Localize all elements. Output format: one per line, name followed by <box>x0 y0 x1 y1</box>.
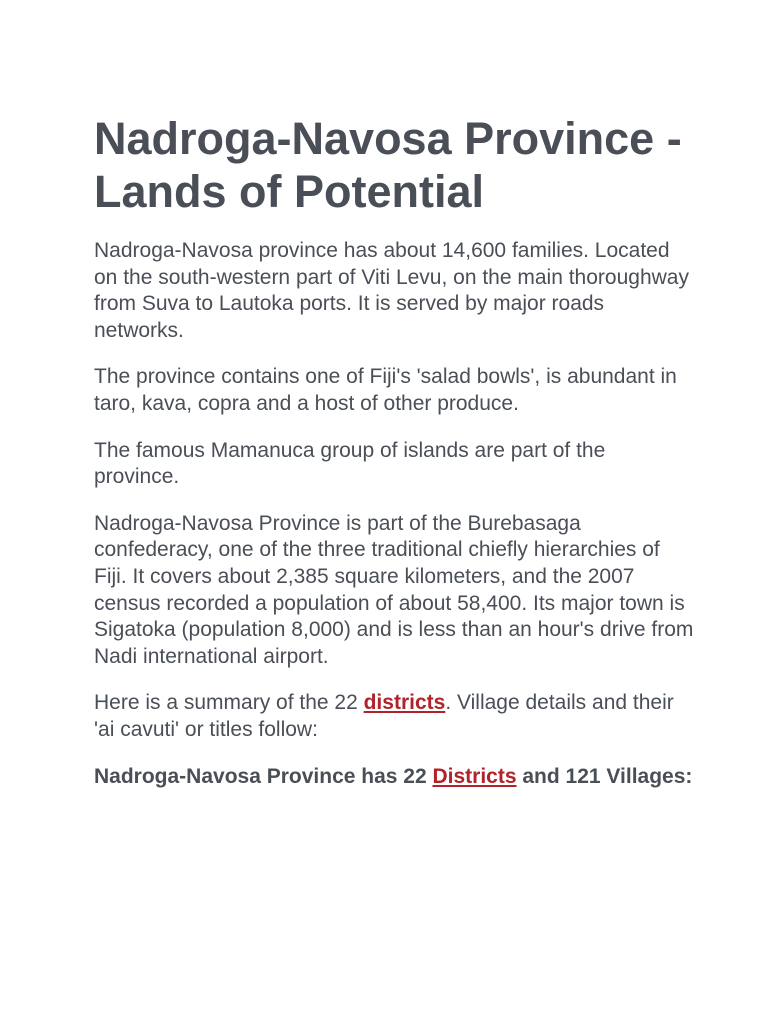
paragraph-families: Nadroga-Navosa province has about 14,600 families. Located on the south-western part of Viti Levu, on the main thoroughway from Suva to Lautoka ports. It is served by major roads networks. <box>94 239 689 342</box>
districts-heading <box>94 764 694 791</box>
paragraph-burebasaga: Nadroga-Navosa Province is part of the Burebasaga confederacy, one of the three traditional chiefly hierarchies of Fiji. It covers about 2,385 square kilometers, and the 2007 census recorded a population of about 58,400. Its major town is Sigatoka (population 8,000) and is less than an hour's drive from Nadi international airport. <box>94 511 694 668</box>
summary-text-after: . Village details and their 'ai cavuti' or titles follow: <box>94 691 674 741</box>
districts-link[interactable]: districts <box>363 691 446 715</box>
page-title: Nadroga-Navosa Province - Lands of Potential <box>94 113 682 217</box>
districts-heading-link[interactable]: Districts <box>432 764 517 788</box>
heading-text-after: and 121 Villages: <box>516 764 693 788</box>
paragraph-salad-bowl: The province contains one of Fiji's 'salad bowls', is abundant in taro, kava, copra and a host of other produce. <box>94 365 677 415</box>
paragraph-summary <box>94 690 694 743</box>
heading-text-before: Nadroga-Navosa Province has 22 <box>94 764 433 788</box>
article <box>94 112 694 810</box>
summary-text-before: Here is a summary of the 22 <box>94 691 364 715</box>
paragraph-mamanuca: The famous Mamanuca group of islands are part of the province. <box>94 438 606 489</box>
